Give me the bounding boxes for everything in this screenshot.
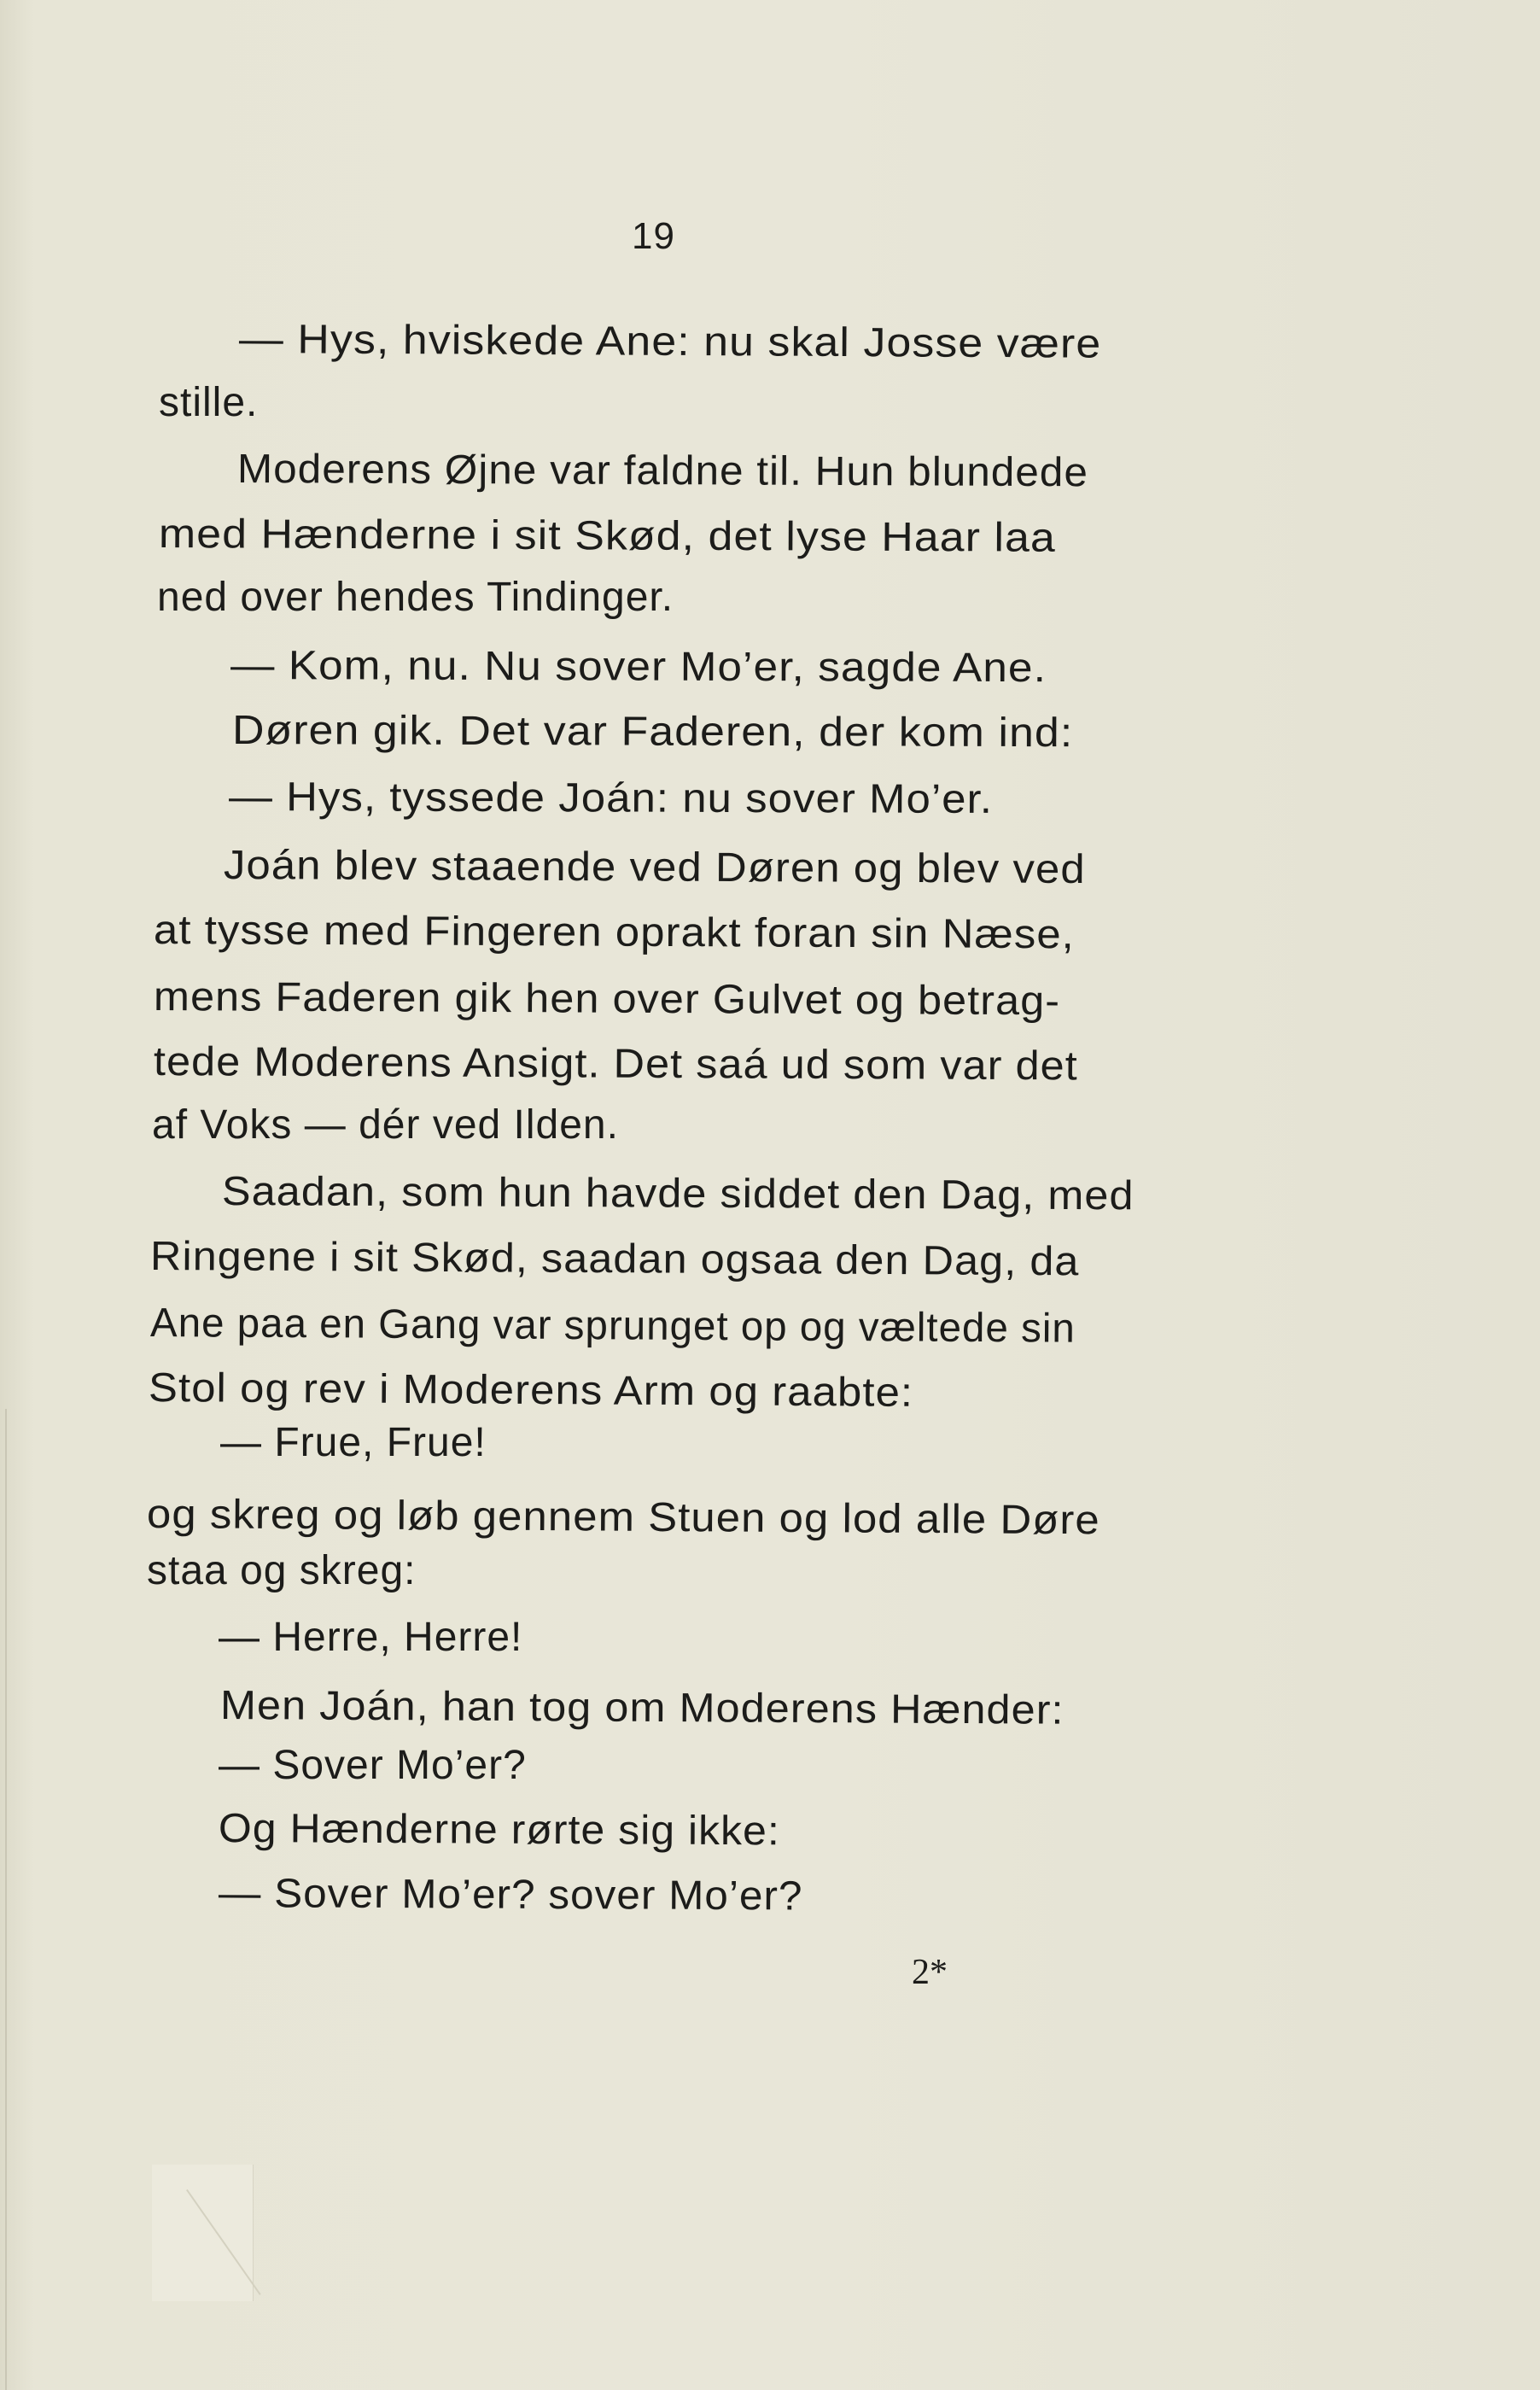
text-line: — Hys, tyssede Joán: nu sover Mo’er.: [228, 774, 994, 822]
text-line: af Voks — dér ved Ilden.: [152, 1102, 619, 1148]
text-line: med Hænderne i sit Skød, det lyse Haar laa: [158, 511, 1057, 561]
text-line: staa og skreg:: [147, 1548, 417, 1593]
text-line: Saadan, som hun havde siddet den Dag, med: [221, 1169, 1135, 1219]
text-line: Joán blev staaende ved Døren og blev ved: [223, 843, 1086, 892]
text-line: tede Moderens Ansigt. Det saá ud som var det: [153, 1039, 1078, 1090]
text-line: — Frue, Frue!: [220, 1420, 487, 1465]
text-line: ned over hendes Tindinger.: [157, 575, 674, 620]
text-line: Ane paa en Gang var sprunget op og væltede sin: [149, 1300, 1076, 1352]
text-line: og skreg og løb gennem Stuen og lod alle Døre: [146, 1492, 1100, 1544]
signature-mark: 2*: [912, 1953, 948, 1992]
page-number: 19: [632, 215, 675, 257]
text-line: stille.: [159, 380, 259, 425]
text-line: Moderens Øjne var faldne til. Hun blundede: [236, 447, 1089, 496]
text-line: Døren gik. Det var Faderen, der kom ind:: [231, 708, 1074, 757]
text-line: at tysse med Fingeren oprakt foran sin Næse,: [153, 908, 1075, 958]
text-line: — Hys, hviskede Ane: nu skal Josse være: [238, 317, 1102, 367]
text-line: Og Hænderne rørte sig ikke:: [218, 1806, 781, 1855]
text-line: — Kom, nu. Nu sover Mo’er, sagde Ane.: [230, 643, 1047, 692]
text-line: — Herre, Herre!: [219, 1615, 523, 1660]
text-line: — Sover Mo’er? sover Mo’er?: [218, 1871, 803, 1920]
text-line: — Sover Mo’er?: [219, 1743, 527, 1788]
text-line: Ringene i sit Skød, saadan ogsaa den Dag, da: [149, 1234, 1080, 1285]
text-line: Men Joán, han tog om Moderens Hænder:: [219, 1683, 1065, 1733]
text-line: Stol og rev i Moderens Arm og raabte:: [148, 1365, 914, 1416]
text-line: mens Faderen gik hen over Gulvet og betrag-: [153, 974, 1061, 1025]
